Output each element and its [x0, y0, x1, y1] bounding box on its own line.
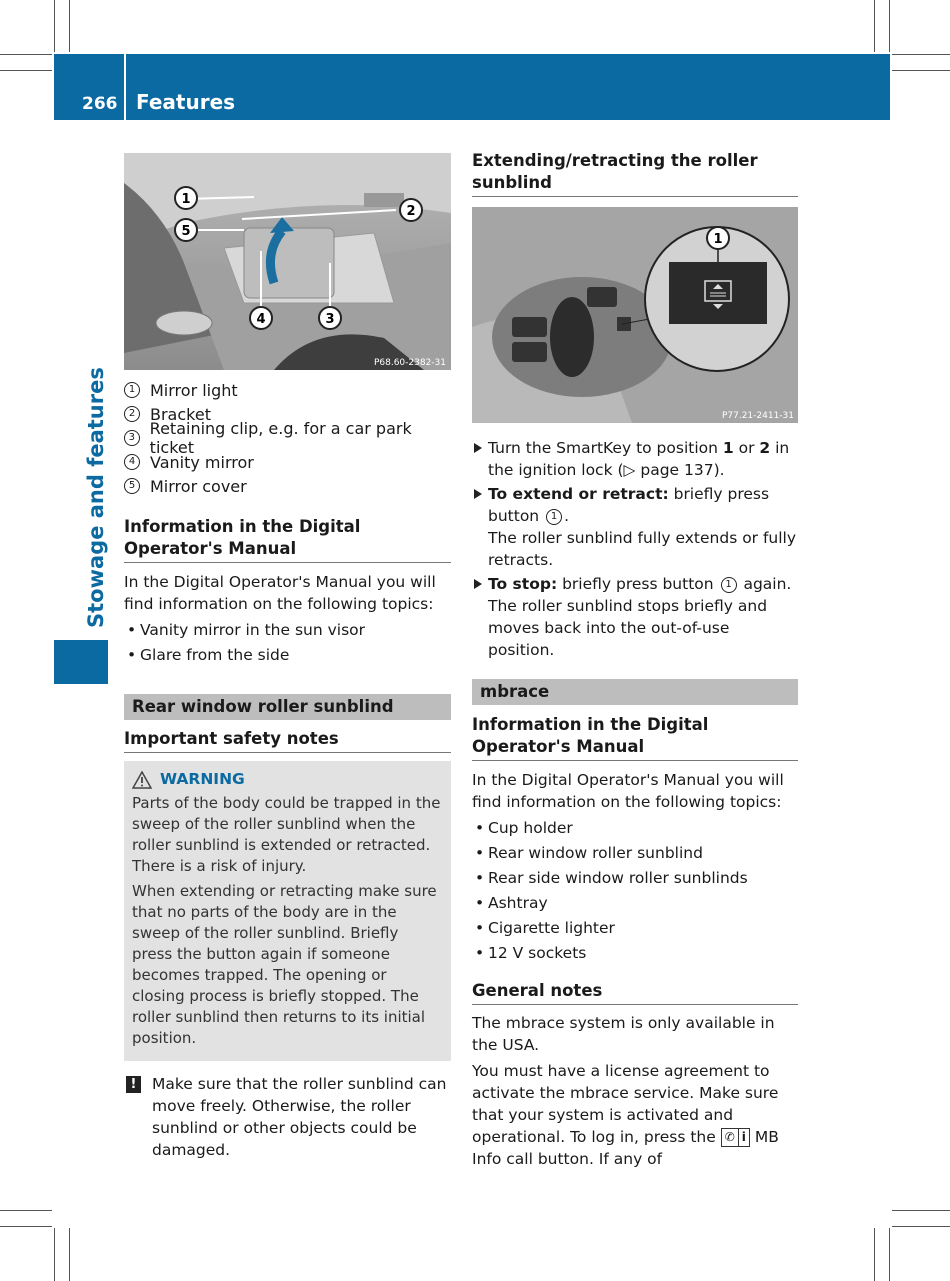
section-heading: Information in the Digital Operator's Manual — [472, 714, 798, 761]
crop-mark — [889, 1228, 890, 1281]
svg-text:2: 2 — [406, 204, 416, 219]
mb-info-call-button-icon: ✆ i — [721, 1128, 750, 1147]
sun-visor-figure — [124, 153, 451, 370]
callout-ref: 1 — [721, 577, 737, 593]
callout-3 — [319, 307, 341, 329]
crop-mark — [0, 54, 52, 55]
legend-item: 4 Vanity mirror — [124, 450, 454, 474]
instruction-step: To stop: briefly press button 1 again. The roller sunblind stops briefly and moves back into the out-of-use position. — [472, 573, 798, 661]
warning-triangle-icon — [132, 771, 152, 789]
crop-mark — [892, 70, 950, 71]
crop-mark — [892, 54, 950, 55]
legend-item: 1 Mirror light — [124, 378, 454, 402]
figure-code: P77.21-2411-31 — [721, 411, 794, 421]
subsection-heading: General notes — [472, 980, 798, 1005]
list-item: • Rear side window roller sunblinds — [472, 867, 798, 889]
section-heading: Information in the Digital Operator's Manual — [124, 516, 451, 563]
right-column-instructions — [472, 435, 798, 663]
sidebar-tab — [54, 640, 108, 684]
paragraph: In the Digital Operator's Manual you will find information on the following topics: — [124, 573, 436, 613]
sidebar-section-label: Stowage and features — [84, 367, 108, 628]
mbrace-section — [472, 679, 798, 1170]
warning-box — [124, 761, 451, 1061]
legend-item: 3 Retaining clip, e.g. for a car park ticket — [124, 426, 454, 450]
crop-mark — [892, 1210, 950, 1211]
figure-legend — [124, 378, 454, 498]
section-heading: Extending/retracting the roller sunblind — [472, 150, 798, 197]
list-item: • Vanity mirror in the sun visor — [124, 619, 451, 641]
crop-mark — [889, 0, 890, 52]
crop-mark — [874, 0, 875, 52]
warning-text: When extending or retracting make sure that no parts of the body are in the sweep of the roller sunblind. Briefly press the button again if someone becomes trapped. The opening or closing process is briefly stopped. The roller sunblind then returns to its initial position. — [132, 882, 437, 1047]
warning-title: WARNING — [132, 769, 443, 790]
legend-item: 5 Mirror cover — [124, 474, 454, 498]
crop-mark — [0, 1210, 52, 1211]
caution-note: ! Make sure that the roller sunblind can move freely. Otherwise, the roller sunblind or other objects could be damaged. — [124, 1073, 451, 1161]
center-console-illustration — [472, 207, 798, 423]
left-column — [124, 516, 451, 1161]
exclamation-icon: ! — [126, 1076, 141, 1093]
section-bar: mbrace — [472, 679, 798, 705]
list-item: • 12 V sockets — [472, 942, 798, 964]
right-column — [472, 150, 798, 197]
figure-code: P68.60-2382-31 — [373, 358, 446, 368]
svg-text:5: 5 — [181, 224, 191, 239]
crop-mark — [0, 1226, 52, 1227]
svg-text:1: 1 — [181, 192, 191, 207]
section-bar: Rear window roller sunblind — [124, 694, 451, 720]
header-divider — [124, 54, 126, 120]
crop-mark — [69, 0, 70, 52]
paragraph: In the Digital Operator's Manual you will find information on the following topics: — [472, 771, 784, 811]
warning-text: Parts of the body could be trapped in the sweep of the roller sunblind when the roller sunblind is extended or retracted. There is a risk of injury. — [132, 794, 441, 875]
legend-item: 2 Bracket — [124, 402, 454, 426]
callout-5 — [175, 219, 197, 241]
svg-text:4: 4 — [256, 312, 266, 327]
callout-2 — [400, 199, 422, 221]
list-item: • Cup holder — [472, 817, 798, 839]
callout-1 — [175, 187, 197, 209]
crop-mark — [0, 70, 52, 71]
callout-1 — [707, 227, 729, 249]
callout-4 — [250, 307, 272, 329]
page-number: 266 — [82, 94, 118, 114]
list-item: • Cigarette lighter — [472, 917, 798, 939]
instruction-step: To extend or retract: briefly press button 1 . The roller sunblind fully extends or fully retracts. — [472, 483, 798, 571]
crop-mark — [892, 1226, 950, 1227]
list-item: • Glare from the side — [124, 644, 451, 666]
sun-visor-illustration — [124, 153, 451, 370]
callout-ref: 1 — [546, 509, 562, 525]
crop-mark — [54, 0, 55, 52]
paragraph: The mbrace system is only available in the USA. — [472, 1014, 775, 1054]
list-item: • Ashtray — [472, 892, 798, 914]
crop-mark — [874, 1228, 875, 1281]
crop-mark — [69, 1228, 70, 1281]
roller-sunblind-button-figure — [472, 207, 798, 423]
page-header — [54, 54, 890, 120]
page-title: Features — [136, 90, 236, 114]
svg-text:1: 1 — [713, 232, 723, 247]
paragraph: You must have a license agreement to activate the mbrace service. Make sure that your system is activated and operational. To log in, press the ✆ i MB Info call button. If any of — [472, 1062, 779, 1168]
list-item: • Rear window roller sunblind — [472, 842, 798, 864]
subsection-heading: Important safety notes — [124, 728, 451, 753]
instruction-step: Turn the SmartKey to position 1 or 2 in the ignition lock (▷ page 137). — [472, 437, 798, 481]
svg-text:3: 3 — [325, 312, 335, 327]
crop-mark — [54, 1228, 55, 1281]
